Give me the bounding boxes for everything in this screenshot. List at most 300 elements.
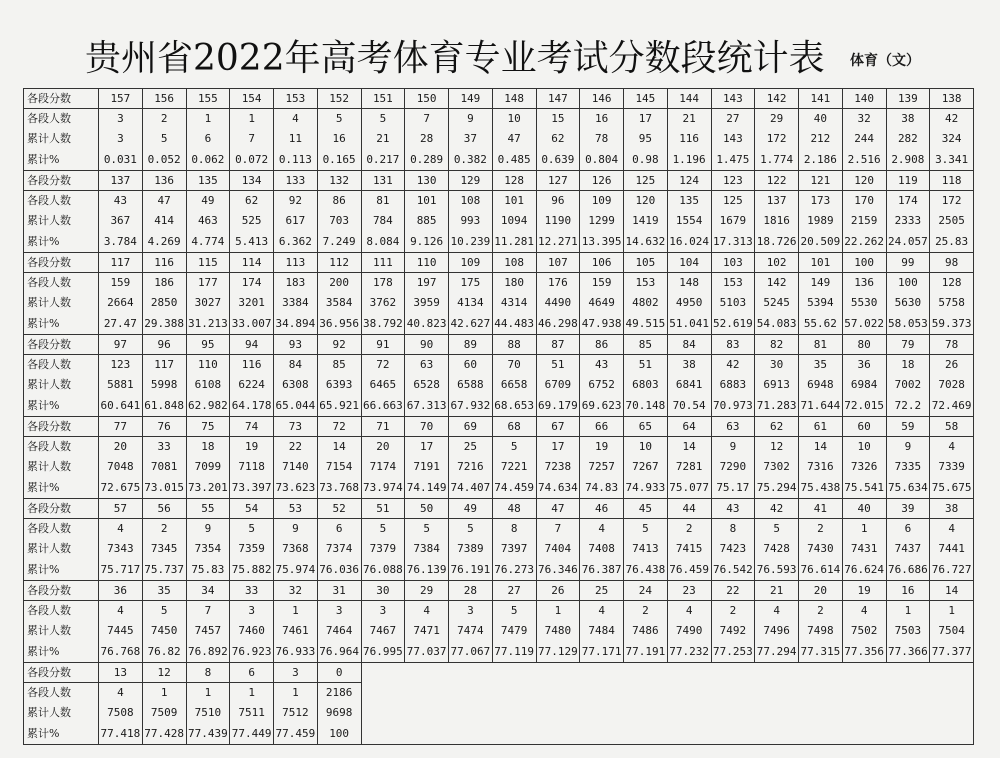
score-column-cell [492,253,536,335]
count-value: 27 [726,112,740,125]
label-percent: 累计% [27,562,60,576]
score-column-cell [886,499,930,581]
score-column-cell [142,499,186,581]
score-column-cell [930,89,974,171]
score-column-cell [230,499,274,581]
score-value: 32 [274,581,317,601]
cumulative-count-value: 28 [420,132,434,146]
count-value: 4 [117,604,124,617]
count-value: 38 [682,358,696,371]
score-column-cell [449,417,493,499]
count-value: 17 [420,440,434,453]
cumulative-percent-value: 71.644 [800,398,841,412]
cumulative-percent-value: 76.82 [147,644,181,658]
score-value: 120 [843,171,886,191]
score-value: 25 [580,581,623,601]
cumulative-percent-value: 74.149 [406,480,447,494]
count-value: 148 [679,276,700,289]
score-value: 79 [887,335,930,355]
cumulative-percent-value: 74.459 [494,480,534,494]
cumulative-percent-value: 72.015 [844,398,884,412]
cumulative-count-value: 7511 [238,706,265,720]
score-value: 8 [187,663,230,683]
cumulative-count-value: 7441 [938,542,965,556]
score-column-cell [361,581,405,663]
count-value: 1 [204,112,212,125]
score-value: 28 [449,581,492,601]
count-value: 60 [463,358,477,371]
count-value: 5 [160,604,168,617]
cumulative-count-value: 47 [507,132,521,146]
score-column-cell [186,335,230,417]
cumulative-percent-value: 67.313 [406,398,447,412]
cumulative-count-value: 7471 [413,624,440,638]
score-column-cell [230,335,274,417]
count-value: 123 [110,358,131,371]
score-column-cell [186,89,230,171]
cumulative-percent-value: 1.196 [672,152,706,166]
label-score: 各段分数 [24,335,98,355]
count-value: 81 [376,194,390,207]
count-value: 22 [288,440,302,453]
count-value: 2 [160,522,168,535]
cumulative-count-value: 7490 [675,624,703,638]
cumulative-count-value: 6 [204,132,212,146]
count-value: 63 [420,358,434,371]
cumulative-percent-value: 76.139 [406,562,447,576]
count-value: 43 [113,194,127,207]
label-score: 各段分数 [24,253,98,273]
cumulative-count-value: 7140 [282,460,309,474]
cumulative-count-value: 282 [897,132,918,146]
cumulative-count-value: 7496 [763,624,790,638]
count-value: 5 [379,522,387,535]
cumulative-percent-value: 76.727 [931,562,972,576]
cumulative-percent-value: 52.619 [713,316,753,330]
score-column-cell [755,253,799,335]
count-value: 49 [201,194,215,207]
score-value: 113 [274,253,317,273]
score-value: 43 [712,499,755,519]
count-value: 35 [813,358,827,371]
score-value: 74 [230,417,273,437]
count-value: 3 [379,604,387,617]
row-labels-cell [24,171,99,253]
score-column-cell [624,499,668,581]
cumulative-count-value: 4649 [588,296,615,310]
cumulative-percent-value: 75.675 [931,480,972,494]
score-column-cell [842,253,886,335]
score-value: 47 [537,499,580,519]
label-count: 各段人数 [27,686,71,699]
cumulative-percent-value: 77.366 [888,644,928,658]
count-value: 1 [248,686,255,699]
score-column-cell [361,335,405,417]
score-column-cell [405,253,449,335]
label-score: 各段分数 [24,171,98,191]
score-column-cell [755,171,799,253]
cumulative-percent-value: 75.438 [800,480,841,494]
score-column-cell [755,417,799,499]
score-column-cell [361,499,405,581]
score-column-cell [274,89,318,171]
score-value: 150 [405,89,448,109]
score-value: 29 [405,581,448,601]
label-count: 各段人数 [27,358,71,371]
cumulative-percent-value: 75.882 [231,562,272,576]
score-column-cell [405,171,449,253]
cumulative-count-value: 993 [460,214,481,228]
cumulative-percent-value: 0.98 [632,152,659,166]
score-column-cell [230,663,274,745]
score-column-cell [580,89,624,171]
label-cumulative: 累计人数 [27,378,71,392]
cumulative-count-value: 6658 [500,378,528,392]
count-value: 175 [460,276,481,289]
count-value: 3 [467,604,474,617]
score-column-cell [492,335,536,417]
count-value: 4 [598,522,605,535]
cumulative-percent-value: 0.804 [585,152,619,166]
cumulative-percent-value: 12.271 [538,234,578,248]
count-value: 10 [638,440,652,453]
count-value: 1 [204,686,212,699]
cumulative-count-value: 7461 [282,624,309,638]
cumulative-count-value: 414 [154,214,175,228]
score-column-cell [667,335,711,417]
cumulative-count-value: 7504 [938,624,965,638]
cumulative-percent-value: 75.974 [275,562,316,576]
cumulative-count-value: 5881 [107,378,134,392]
score-value: 16 [887,581,930,601]
score-column-cell [667,581,711,663]
cumulative-count-value: 7508 [107,706,134,720]
score-block-row [24,335,974,417]
cumulative-count-value: 3959 [413,296,440,310]
cumulative-percent-value: 40.823 [406,316,447,330]
count-value: 14 [813,440,827,453]
cumulative-percent-value: 75.17 [716,480,750,494]
score-column-cell [930,335,974,417]
score-value: 117 [99,253,142,273]
score-column-cell [755,581,799,663]
score-column-cell [99,499,143,581]
cumulative-count-value: 244 [854,132,875,146]
score-column-cell [667,253,711,335]
count-value: 120 [635,194,656,207]
cumulative-percent-value: 77.067 [450,644,491,658]
cumulative-percent-value: 77.377 [931,644,972,658]
score-column-cell [755,335,799,417]
count-value: 4 [773,604,780,617]
label-count: 各段人数 [27,194,71,207]
score-column-cell [624,417,668,499]
cumulative-percent-value: 38.792 [363,316,403,330]
score-value: 75 [187,417,230,437]
score-column-cell [317,89,361,171]
cumulative-percent-value: 9.126 [410,234,444,248]
cumulative-percent-value: 20.509 [800,234,841,248]
score-value: 123 [712,171,755,191]
cumulative-count-value: 7430 [807,542,834,556]
cumulative-percent-value: 29.388 [144,316,184,330]
count-value: 51 [638,358,652,371]
score-value: 30 [362,581,405,601]
cumulative-percent-value: 77.119 [494,644,534,658]
score-value: 137 [99,171,142,191]
cumulative-count-value: 7028 [938,378,965,392]
row-labels-cell [24,335,99,417]
count-value: 117 [154,358,175,371]
score-column-cell [99,89,143,171]
score-column-cell [842,581,886,663]
cumulative-count-value: 7486 [632,624,659,638]
cumulative-count-value: 7326 [850,460,878,474]
count-value: 137 [766,194,787,207]
cumulative-count-value: 6803 [632,378,659,392]
score-column-cell [624,335,668,417]
cumulative-count-value: 7480 [544,624,572,638]
score-column-cell [580,253,624,335]
cumulative-percent-value: 69.179 [538,398,578,412]
cumulative-percent-value: 74.407 [450,480,491,494]
score-column-cell [930,581,974,663]
cumulative-count-value: 6841 [675,378,703,392]
cumulative-count-value: 7512 [282,706,309,720]
score-value: 140 [843,89,886,109]
cumulative-percent-value: 76.923 [231,644,272,658]
cumulative-percent-value: 73.623 [275,480,316,494]
count-value: 176 [547,276,568,289]
score-value: 65 [624,417,667,437]
score-column-cell [449,171,493,253]
score-value: 143 [712,89,755,109]
cumulative-count-value: 143 [722,132,743,146]
cumulative-count-value: 3584 [325,296,353,310]
cumulative-count-value: 3201 [238,296,265,310]
score-value: 40 [843,499,886,519]
score-value: 88 [493,335,536,355]
score-value: 42 [755,499,798,519]
cumulative-percent-value: 4.774 [191,234,225,248]
score-value: 13 [99,663,142,683]
cumulative-count-value: 7503 [894,624,922,638]
score-value: 106 [580,253,623,273]
cumulative-count-value: 7345 [150,542,178,556]
count-value: 5 [379,112,387,125]
count-value: 2 [685,522,693,535]
count-value: 17 [551,440,565,453]
score-column-cell [755,89,799,171]
cumulative-count-value: 78 [595,132,609,146]
cumulative-percent-value: 33.007 [231,316,272,330]
score-column-cell [142,253,186,335]
score-value: 154 [230,89,273,109]
score-value: 26 [537,581,580,601]
score-column-cell [842,335,886,417]
count-value: 18 [901,358,915,371]
count-value: 197 [416,276,437,289]
row-labels-cell [24,499,99,581]
cumulative-percent-value: 36.956 [319,316,359,330]
score-column-cell [230,171,274,253]
cumulative-percent-value: 77.356 [844,644,884,658]
cumulative-percent-value: 71.283 [756,398,797,412]
score-value: 101 [799,253,842,273]
score-value: 112 [318,253,361,273]
score-value: 72 [318,417,361,437]
score-column-cell [886,417,930,499]
score-value: 52 [318,499,361,519]
count-value: 4 [948,522,955,535]
count-value: 101 [416,194,437,207]
score-column-cell [711,581,755,663]
cumulative-count-value: 6984 [850,378,878,392]
cumulative-percent-value: 3.341 [935,152,969,166]
score-column-cell [405,89,449,171]
count-value: 159 [110,276,131,289]
count-value: 40 [813,112,827,125]
score-value: 83 [712,335,755,355]
cumulative-percent-value: 76.459 [669,562,709,576]
score-value: 61 [799,417,842,437]
label-cumulative: 累计人数 [27,624,71,638]
cumulative-count-value: 7498 [807,624,834,638]
count-value: 128 [941,276,962,289]
cumulative-count-value: 784 [372,214,393,228]
cumulative-count-value: 2505 [938,214,965,228]
count-value: 183 [285,276,306,289]
cumulative-count-value: 4134 [457,296,484,310]
cumulative-count-value: 7492 [719,624,747,638]
cumulative-count-value: 6308 [282,378,309,392]
score-column-cell [317,663,361,745]
cumulative-count-value: 11 [288,132,302,146]
cumulative-percent-value: 62.982 [188,398,228,412]
cumulative-percent-value: 74.634 [538,480,578,494]
cumulative-count-value: 7509 [150,706,178,720]
score-value: 109 [449,253,492,273]
score-column-cell [405,581,449,663]
count-value: 5 [467,522,474,535]
count-value: 42 [726,358,740,371]
cumulative-percent-value: 77.191 [625,644,666,658]
score-value: 21 [755,581,798,601]
score-column-cell [317,417,361,499]
cumulative-count-value: 7423 [719,542,747,556]
cumulative-percent-value: 76.964 [319,644,359,658]
cumulative-percent-value: 75.077 [669,480,709,494]
cumulative-percent-value: 77.315 [800,644,841,658]
score-column-cell [274,171,318,253]
label-count: 各段人数 [27,276,71,289]
label-percent: 累计% [27,316,60,330]
score-column-cell [361,253,405,335]
count-value: 96 [551,194,565,207]
score-value: 102 [755,253,798,273]
cumulative-count-value: 6709 [544,378,572,392]
label-count: 各段人数 [27,522,71,535]
score-value: 24 [624,581,667,601]
score-column-cell [274,663,318,745]
count-value: 6 [335,522,343,535]
row-labels-cell [24,417,99,499]
cumulative-count-value: 7339 [938,460,965,474]
cumulative-count-value: 5394 [807,296,834,310]
score-value: 49 [449,499,492,519]
score-column-cell [755,499,799,581]
score-value: 97 [99,335,142,355]
cumulative-percent-value: 76.686 [888,562,928,576]
score-column-cell [886,171,930,253]
score-column-cell [186,253,230,335]
cumulative-count-value: 3384 [282,296,309,310]
cumulative-percent-value: 70.54 [672,398,706,412]
cumulative-count-value: 1094 [500,214,528,228]
cumulative-count-value: 6948 [807,378,834,392]
cumulative-count-value: 7464 [325,624,353,638]
score-column-cell [142,171,186,253]
score-value: 36 [99,581,142,601]
cumulative-count-value: 7154 [325,460,353,474]
cumulative-percent-value: 73.015 [144,480,184,494]
cumulative-percent-value: 34.894 [275,316,316,330]
score-value: 152 [318,89,361,109]
cumulative-percent-value: 68.653 [494,398,534,412]
score-column-cell [536,499,580,581]
cumulative-count-value: 7460 [238,624,265,638]
score-column-cell [580,171,624,253]
score-column-cell [580,335,624,417]
count-value: 42 [945,112,959,125]
score-column-cell [274,417,318,499]
score-value: 111 [362,253,405,273]
score-column-cell [536,89,580,171]
cumulative-percent-value: 66.663 [363,398,403,412]
cumulative-percent-value: 0.113 [278,152,312,166]
count-value: 5 [335,112,343,125]
score-value: 108 [493,253,536,273]
score-column-cell [99,253,143,335]
score-column-cell [186,171,230,253]
cumulative-count-value: 7415 [675,542,703,556]
score-column-cell [405,417,449,499]
score-value: 67 [537,417,580,437]
cumulative-count-value: 7450 [150,624,178,638]
cumulative-percent-value: 77.253 [713,644,753,658]
score-column-cell [274,499,318,581]
cumulative-count-value: 7316 [807,460,834,474]
cumulative-percent-value: 72.675 [100,480,141,494]
cumulative-percent-value: 0.289 [410,152,444,166]
score-column-cell [99,171,143,253]
cumulative-percent-value: 76.593 [756,562,797,576]
cumulative-percent-value: 0.072 [235,152,269,166]
score-value: 86 [580,335,623,355]
count-value: 5 [510,604,518,617]
cumulative-percent-value: 46.298 [538,316,578,330]
score-value: 81 [799,335,842,355]
score-column-cell [230,581,274,663]
cumulative-count-value: 1419 [632,214,659,228]
cumulative-count-value: 172 [766,132,787,146]
cumulative-percent-value: 5.413 [235,234,269,248]
score-value: 89 [449,335,492,355]
cumulative-percent-value: 54.083 [756,316,797,330]
count-value: 10 [857,440,871,453]
score-value: 95 [187,335,230,355]
cumulative-percent-value: 1.774 [760,152,794,166]
